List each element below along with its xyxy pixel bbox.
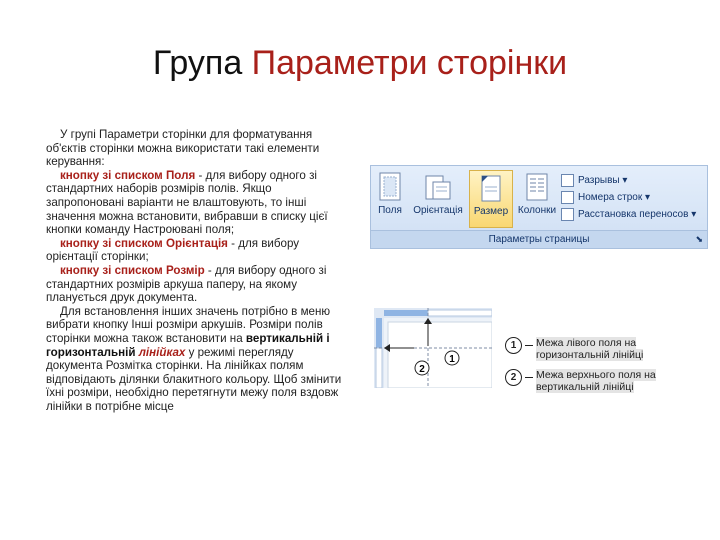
ribbon-page-setup-group (370, 165, 708, 249)
columns-label: Колонки (517, 205, 557, 216)
margins-button[interactable] (373, 170, 407, 228)
fields-term: кнопку зі списком Поля (60, 168, 196, 182)
columns-button[interactable] (515, 170, 559, 228)
paragraph-rulers (46, 305, 351, 414)
rulers-term-italic: лінійках (138, 345, 186, 359)
rulers-desc: у режимі перегляду документа Розмітка сторінки. На лінійках полям відповідають ділянки блакитного кольору. Щоб змінити їхні розміри, необхідно перетягнути межу поля вздовж лінійки в потрібне місце (46, 345, 342, 413)
rulers-intro: Для встановлення інших значень потрібно в меню вибрати кнопку Інші розміри аркушів. Розміри полів сторінки можна також встановити на (46, 304, 331, 345)
size-label: Размер (473, 206, 509, 217)
orientation-label: Орієнтація (413, 205, 463, 216)
callout-1-text (536, 337, 705, 361)
title-prefix: Група (152, 44, 252, 82)
paragraph-size (46, 264, 351, 305)
line-numbers-label: Номера строк ▾ (578, 192, 650, 203)
orientation-button[interactable] (409, 170, 467, 228)
ruler-drawing (374, 308, 492, 388)
line-numbers-button[interactable] (561, 189, 705, 206)
paragraph-intro: У групі Параметри сторінки для форматування об'єктів сторінки можна використати такі елементи керування: (46, 128, 320, 169)
callout-2-label: Межа верхнього поля на вертикальній лінійці (536, 369, 656, 393)
callout-2-dash (525, 377, 533, 378)
body-text (46, 128, 351, 413)
fields-desc: - для вибору одного зі стандартних наборів розмірів полів. Якщо запропоновані варіанти не влаштовують, то інші значення можна встановити, вибравши в списку цієї кнопки команду Настроювані поля; (46, 168, 328, 237)
line-numbers-icon (561, 191, 574, 204)
hyphenation-button[interactable] (561, 206, 705, 223)
margins-icon (378, 172, 402, 202)
orientation-term: кнопку зі списком Орієнтація (60, 236, 228, 250)
size-button[interactable] (469, 170, 513, 228)
marker-1-label: 1 (449, 354, 455, 365)
vertical-ruler-margin[interactable] (376, 318, 382, 348)
breaks-icon (561, 174, 574, 187)
hyphenation-label: Расстановка переносов ▾ (578, 209, 697, 220)
ribbon-small-buttons (561, 172, 705, 223)
title-accent: Параметри сторінки (251, 44, 568, 82)
callout-2 (505, 369, 705, 393)
orientation-icon (424, 172, 452, 202)
rulers-term: вертикальній і горизонтальній (46, 331, 330, 359)
size-term: кнопку зі списком Розмір (60, 263, 205, 277)
breaks-label: Разрывы ▾ (578, 175, 628, 186)
orientation-desc: - для вибору орієнтації сторінки; (46, 236, 300, 264)
hyphenation-icon (561, 208, 574, 221)
paragraph-fields (46, 169, 351, 237)
breaks-button[interactable] (561, 172, 705, 189)
callout-2-number: 2 (505, 369, 522, 386)
marker-2-label: 2 (419, 364, 425, 375)
dialog-launcher-icon[interactable]: ⬊ (695, 234, 703, 244)
horizontal-ruler-margin[interactable] (384, 310, 428, 316)
margins-label: Поля (378, 205, 402, 216)
columns-icon (525, 172, 549, 202)
callout-1-dash (525, 345, 533, 346)
callout-legend (505, 337, 705, 401)
size-icon (479, 173, 503, 203)
paragraph-orientation (46, 237, 351, 264)
ribbon-group-footer (371, 230, 707, 248)
callout-1-label: Межа лівого поля на горизонтальній лінійці (536, 337, 644, 361)
size-desc: - для вибору одного зі стандартних розмірів аркуша паперу, на якому планується друк документа. (46, 263, 327, 305)
slide-title (0, 44, 720, 83)
callout-1 (505, 337, 705, 361)
ruler-illustration (374, 308, 492, 388)
callout-2-text (536, 369, 705, 393)
callout-1-number: 1 (505, 337, 522, 354)
group-label: Параметры страницы (488, 234, 590, 245)
